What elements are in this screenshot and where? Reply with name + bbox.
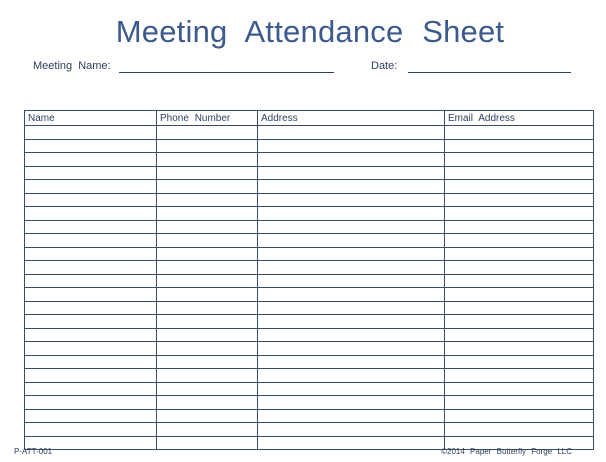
address-cell[interactable] xyxy=(258,126,445,140)
date-field[interactable] xyxy=(408,72,571,73)
email-cell[interactable] xyxy=(445,261,594,275)
table-row xyxy=(25,315,594,329)
table-row xyxy=(25,261,594,275)
meeting-name-field[interactable] xyxy=(119,72,334,73)
name-cell[interactable] xyxy=(25,396,157,410)
name-cell[interactable] xyxy=(25,355,157,369)
name-cell[interactable] xyxy=(25,382,157,396)
phone-cell[interactable] xyxy=(157,342,258,356)
email-cell[interactable] xyxy=(445,180,594,194)
email-cell[interactable] xyxy=(445,220,594,234)
phone-cell[interactable] xyxy=(157,288,258,302)
table-row xyxy=(25,193,594,207)
table-row xyxy=(25,355,594,369)
phone-cell[interactable] xyxy=(157,355,258,369)
phone-cell[interactable] xyxy=(157,315,258,329)
phone-cell[interactable] xyxy=(157,328,258,342)
attendance-table xyxy=(24,110,594,450)
phone-cell[interactable] xyxy=(157,274,258,288)
table-row xyxy=(25,220,594,234)
phone-cell[interactable] xyxy=(157,396,258,410)
email-cell[interactable] xyxy=(445,369,594,383)
table-row xyxy=(25,139,594,153)
address-cell[interactable] xyxy=(258,220,445,234)
name-cell[interactable] xyxy=(25,220,157,234)
phone-cell[interactable] xyxy=(157,153,258,167)
email-cell[interactable] xyxy=(445,301,594,315)
email-cell[interactable] xyxy=(445,139,594,153)
name-cell[interactable] xyxy=(25,139,157,153)
phone-cell[interactable] xyxy=(157,139,258,153)
address-cell[interactable] xyxy=(258,193,445,207)
phone-cell[interactable] xyxy=(157,436,258,450)
table-row xyxy=(25,274,594,288)
address-cell[interactable] xyxy=(258,423,445,437)
email-cell[interactable] xyxy=(445,153,594,167)
phone-cell[interactable] xyxy=(157,301,258,315)
address-cell[interactable] xyxy=(258,274,445,288)
meeting-name-label: Meeting Name: xyxy=(33,60,111,72)
email-cell[interactable] xyxy=(445,126,594,140)
table-row xyxy=(25,382,594,396)
address-cell[interactable] xyxy=(258,207,445,221)
phone-cell[interactable] xyxy=(157,369,258,383)
address-cell[interactable] xyxy=(258,288,445,302)
phone-cell[interactable] xyxy=(157,409,258,423)
name-cell[interactable] xyxy=(25,207,157,221)
column-header-phone: Phone Number xyxy=(157,111,258,126)
name-cell[interactable] xyxy=(25,247,157,261)
email-cell[interactable] xyxy=(445,423,594,437)
page-title: Meeting Attendance Sheet xyxy=(115,14,505,49)
name-cell[interactable] xyxy=(25,315,157,329)
table-row xyxy=(25,328,594,342)
address-cell[interactable] xyxy=(258,180,445,194)
column-header-email: Email Address xyxy=(445,111,594,126)
table-row xyxy=(25,409,594,423)
table-row xyxy=(25,153,594,167)
address-cell[interactable] xyxy=(258,382,445,396)
phone-cell[interactable] xyxy=(157,180,258,194)
phone-cell[interactable] xyxy=(157,220,258,234)
address-cell[interactable] xyxy=(258,355,445,369)
phone-cell[interactable] xyxy=(157,247,258,261)
address-cell[interactable] xyxy=(258,315,445,329)
table-row xyxy=(25,126,594,140)
phone-cell[interactable] xyxy=(157,207,258,221)
name-cell[interactable] xyxy=(25,193,157,207)
email-cell[interactable] xyxy=(445,396,594,410)
address-cell[interactable] xyxy=(258,301,445,315)
address-cell[interactable] xyxy=(258,342,445,356)
address-cell[interactable] xyxy=(258,247,445,261)
column-header-name: Name xyxy=(25,111,157,126)
name-cell[interactable] xyxy=(25,153,157,167)
email-cell[interactable] xyxy=(445,166,594,180)
table-row xyxy=(25,288,594,302)
address-cell[interactable] xyxy=(258,328,445,342)
name-cell[interactable] xyxy=(25,166,157,180)
table-row xyxy=(25,247,594,261)
table-row xyxy=(25,369,594,383)
email-cell[interactable] xyxy=(445,328,594,342)
address-cell[interactable] xyxy=(258,409,445,423)
phone-cell[interactable] xyxy=(157,193,258,207)
date-label: Date: xyxy=(371,60,398,72)
address-cell[interactable] xyxy=(258,436,445,450)
phone-cell[interactable] xyxy=(157,126,258,140)
email-cell[interactable] xyxy=(445,409,594,423)
phone-cell[interactable] xyxy=(157,423,258,437)
name-cell[interactable] xyxy=(25,342,157,356)
email-cell[interactable] xyxy=(445,207,594,221)
name-cell[interactable] xyxy=(25,180,157,194)
email-cell[interactable] xyxy=(445,247,594,261)
phone-cell[interactable] xyxy=(157,382,258,396)
table-row xyxy=(25,396,594,410)
phone-cell[interactable] xyxy=(157,166,258,180)
name-cell[interactable] xyxy=(25,126,157,140)
name-cell[interactable] xyxy=(25,261,157,275)
table-row xyxy=(25,166,594,180)
email-cell[interactable] xyxy=(445,288,594,302)
table-row xyxy=(25,234,594,248)
email-cell[interactable] xyxy=(445,193,594,207)
address-cell[interactable] xyxy=(258,396,445,410)
address-cell[interactable] xyxy=(258,234,445,248)
name-cell[interactable] xyxy=(25,423,157,437)
email-cell[interactable] xyxy=(445,234,594,248)
table-row xyxy=(25,180,594,194)
email-cell[interactable] xyxy=(445,274,594,288)
email-cell[interactable] xyxy=(445,382,594,396)
email-cell[interactable] xyxy=(445,355,594,369)
address-cell[interactable] xyxy=(258,261,445,275)
phone-cell[interactable] xyxy=(157,261,258,275)
address-cell[interactable] xyxy=(258,166,445,180)
copyright-notice: ©2014 Paper Butterfly Forge LLC xyxy=(441,447,572,456)
email-cell[interactable] xyxy=(445,315,594,329)
table-row xyxy=(25,423,594,437)
form-code: P-ATT-001 xyxy=(14,447,53,456)
address-cell[interactable] xyxy=(258,369,445,383)
phone-cell[interactable] xyxy=(157,234,258,248)
name-cell[interactable] xyxy=(25,369,157,383)
address-cell[interactable] xyxy=(258,153,445,167)
name-cell[interactable] xyxy=(25,288,157,302)
table-row xyxy=(25,342,594,356)
name-cell[interactable] xyxy=(25,301,157,315)
email-cell[interactable] xyxy=(445,342,594,356)
name-cell[interactable] xyxy=(25,234,157,248)
name-cell[interactable] xyxy=(25,328,157,342)
address-cell[interactable] xyxy=(258,139,445,153)
name-cell[interactable] xyxy=(25,274,157,288)
column-header-address: Address xyxy=(258,111,445,126)
name-cell[interactable] xyxy=(25,409,157,423)
table-row xyxy=(25,207,594,221)
table-row xyxy=(25,301,594,315)
table-header-row xyxy=(25,111,594,126)
